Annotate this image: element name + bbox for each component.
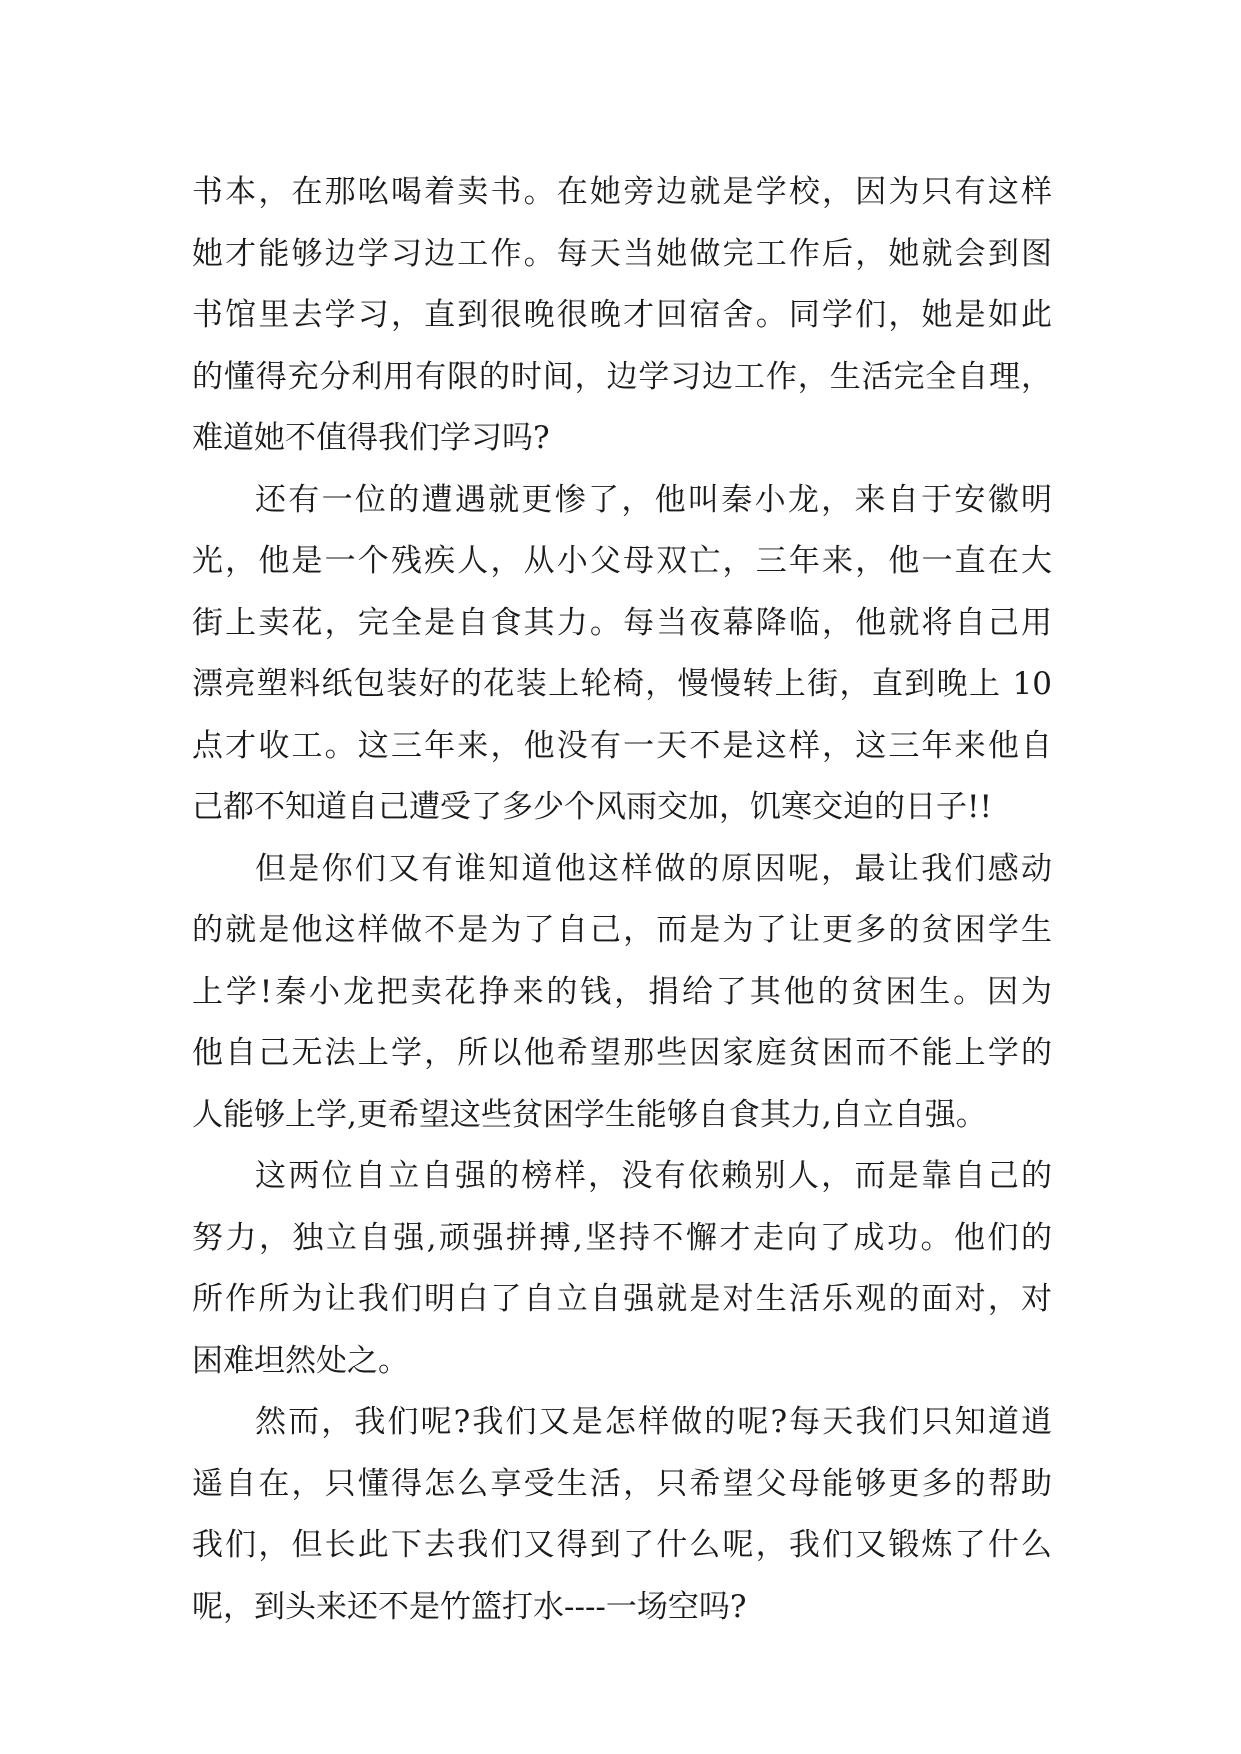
text-line: 己都不知道自己遭受了多少个风雨交加，饥寒交迫的日子!! bbox=[192, 789, 992, 825]
text-line: 她才能够边学习边工作。每天当她做完工作后，她就会到图 bbox=[192, 235, 1052, 272]
text-line: 我们，但长此下去我们又得到了什么呢，我们又锻炼了什么 bbox=[192, 1527, 1052, 1563]
text-line: 书本，在那吆喝着卖书。在她旁边就是学校，因为只有这样 bbox=[192, 174, 1052, 210]
text-line: 书馆里去学习，直到很晚很晚才回宿舍。同学们，她是如此 bbox=[192, 297, 1052, 333]
text-line: 所作所为让我们明白了自立自强就是对生活乐观的面对，对 bbox=[192, 1281, 1052, 1317]
paragraph bbox=[192, 1392, 1052, 1638]
text-line: 漂亮塑料纸包装好的花装上轮椅，慢慢转上街，直到晚上 10 bbox=[192, 666, 1052, 702]
paragraph bbox=[192, 470, 1052, 839]
text-line: 难道她不值得我们学习吗? bbox=[192, 420, 550, 456]
paragraph bbox=[192, 839, 1052, 1147]
text-line: 遥自在，只懂得怎么享受生活，只希望父母能够更多的帮助 bbox=[192, 1465, 1052, 1502]
text-line: 点才收工。这三年来，他没有一天不是这样，这三年来他自 bbox=[192, 727, 1052, 764]
text-line: 困难坦然处之。 bbox=[192, 1342, 409, 1379]
text-line: 街上卖花，完全是自食其力。每当夜幕降临，他就将自己用 bbox=[192, 604, 1052, 641]
text-line: 的懂得充分利用有限的时间，边学习边工作，生活完全自理， bbox=[192, 358, 1052, 395]
text-line: 的就是他这样做不是为了自己，而是为了让更多的贫困学生 bbox=[192, 912, 1052, 948]
document-body bbox=[192, 162, 1052, 1638]
text-line: 还有一位的遭遇就更惨了，他叫秦小龙，来自于安徽明 bbox=[255, 481, 1052, 518]
text-line: 然而，我们呢?我们又是怎样做的呢?每天我们只知道逍 bbox=[255, 1404, 1052, 1440]
paragraph bbox=[192, 1146, 1052, 1392]
text-line: 努力，独立自强,顽强拼搏,坚持不懈才走向了成功。他们的 bbox=[192, 1219, 1052, 1256]
paragraph bbox=[192, 162, 1052, 470]
text-line: 人能够上学,更希望这些贫困学生能够自食其力,自立自强。 bbox=[192, 1096, 987, 1133]
text-line: 但是你们又有谁知道他这样做的原因呢，最让我们感动 bbox=[255, 850, 1052, 887]
text-line: 光，他是一个残疾人，从小父母双亡，三年来，他一直在大 bbox=[192, 543, 1052, 579]
text-line: 他自己无法上学，所以他希望那些因家庭贫困而不能上学的 bbox=[192, 1035, 1052, 1071]
text-line: 呢，到头来还不是竹篮打水----一场空吗? bbox=[192, 1588, 747, 1625]
text-line: 这两位自立自强的榜样，没有依赖别人，而是靠自己的 bbox=[255, 1158, 1052, 1194]
text-line: 上学!秦小龙把卖花挣来的钱，捐给了其他的贫困生。因为 bbox=[192, 973, 1052, 1010]
